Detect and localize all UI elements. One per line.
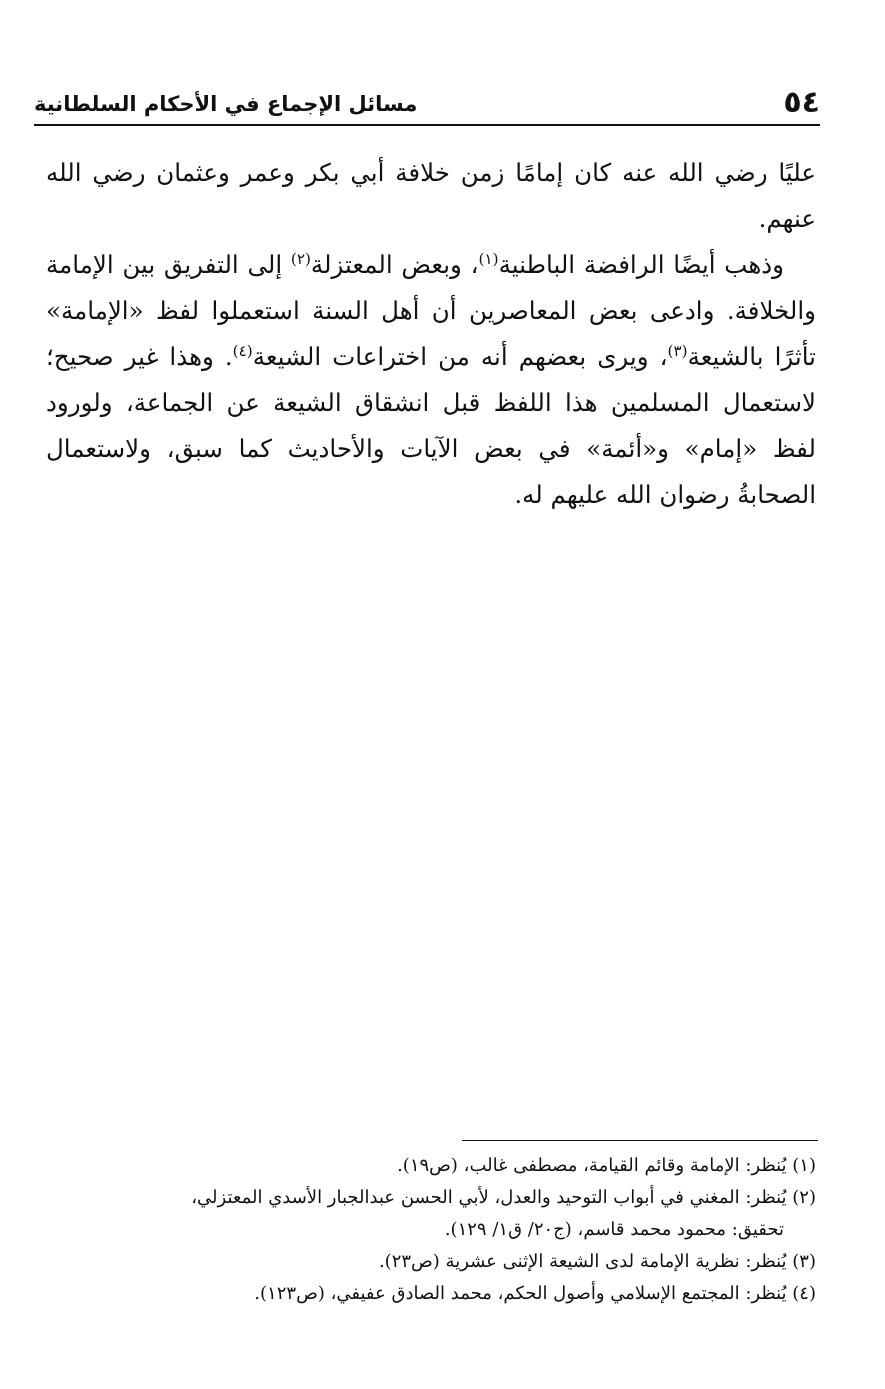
footnote-2-continuation: تحقيق: محمود محمد قاسم، (ج٢٠/ ق١/ ١٢٩).: [444, 1219, 784, 1240]
paragraph-2-part-d: ، ويرى بعضهم أنه من اختراعات الشيعة: [252, 342, 668, 371]
header-rule: [34, 124, 820, 126]
paragraph-1: عليًا رضي الله عنه كان إمامًا زمن خلافة أبي بكر وعمر وعثمان رضي الله عنهم.: [46, 158, 816, 233]
footnote-2: (٢) يُنظر: المغني في أبواب التوحيد والعدل، لأبي الحسن عبدالجبار الأسدي المعتزلي،: [191, 1187, 816, 1208]
paragraph-2-part-e: . وهذا غير صحيح؛ لاستعمال المسلمين هذا اللفظ قبل انشقاق الشيعة عن الجماعة، ولورود لفظ «إمام» و«أئمة» في بعض الآيات والأحاديث كما سبق، ولاستعمال الصحابةُ رضوان الله عليهم له.: [46, 342, 816, 509]
footnotes: [46, 1150, 816, 1310]
paragraph-2-part-b: ، وبعض المعتزلة: [310, 250, 479, 279]
paragraph-2-part-a: وذهب أيضًا الرافضة الباطنية: [498, 250, 784, 279]
running-title: مسائل الإجماع في الأحكام السلطانية: [34, 92, 418, 116]
footnote-1: (١) يُنظر: الإمامة وقائم القيامة، مصطفى غالب، (ص١٩).: [397, 1155, 816, 1176]
footnote-ref-3[interactable]: (٣): [667, 341, 688, 360]
footnote-ref-1[interactable]: (١): [478, 249, 499, 268]
footnote-4: (٤) يُنظر: المجتمع الإسلامي وأصول الحكم، محمد الصادق عفيفي، (ص١٢٣).: [254, 1283, 816, 1304]
page-number: ٥٤: [783, 85, 820, 120]
paragraph-2: [46, 242, 816, 518]
footnote-separator: [462, 1140, 818, 1141]
footnote-3: (٣) يُنظر: نظرية الإمامة لدى الشيعة الإثنى عشرية (ص٢٣).: [378, 1251, 816, 1272]
paragraph-2-part-c: إلى التفريق بين الإمامة والخلافة. وادعى بعض المعاصرين أن أهل السنة استعملوا لفظ «الإمامة» تأثرًا بالشيعة: [46, 250, 816, 371]
footnote-ref-2[interactable]: (٢): [290, 249, 311, 268]
running-header: [34, 78, 820, 120]
footnote-ref-4[interactable]: (٤): [232, 341, 253, 360]
main-text: [46, 150, 816, 518]
